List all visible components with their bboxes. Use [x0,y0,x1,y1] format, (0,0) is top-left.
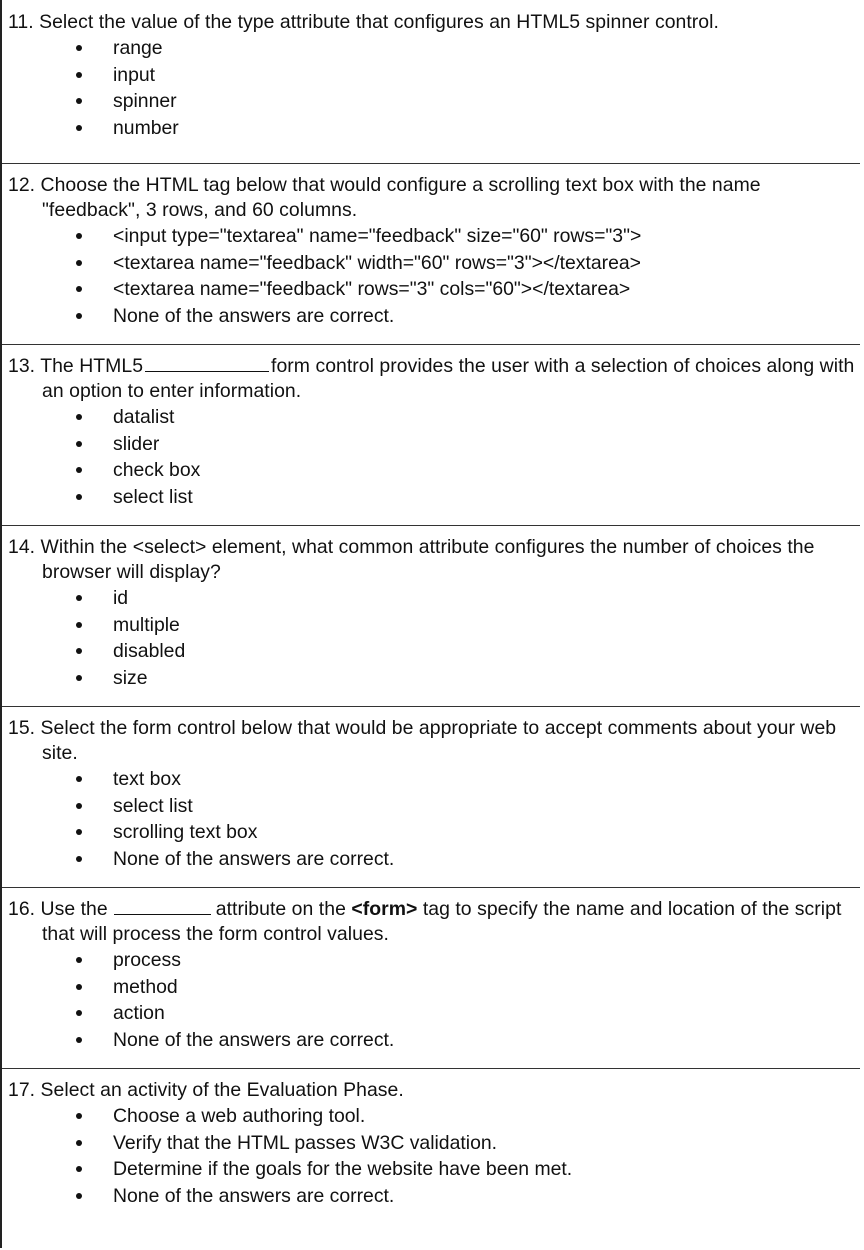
question-number: 17. [8,1079,36,1101]
question-text [2,897,860,947]
answer-options [2,404,860,510]
bullet-icon [76,233,82,239]
question-prompt-middle: attribute on the [215,898,346,920]
bullet-icon [76,286,82,292]
answer-label: None of the answers are correct. [113,1028,395,1051]
answer-options [2,766,860,872]
answer-label: spinner [113,90,177,113]
question-prompt: Select the form control below that would be appropriate to accept comments about your web site. [40,717,842,764]
question-17 [2,1068,860,1209]
answer-label: Determine if the goals for the website have been met. [113,1158,573,1181]
bullet-icon [76,803,82,809]
answer-options [2,585,860,691]
question-15 [2,706,860,872]
bullet-icon [76,829,82,835]
bullet-icon [76,776,82,782]
answer-option[interactable] [2,612,860,639]
fill-in-blank [145,355,269,372]
answer-label: select list [113,794,193,817]
bullet-icon [76,72,82,78]
answer-option[interactable] [2,974,860,1001]
question-16 [2,887,860,1053]
bullet-icon [76,313,82,319]
question-13 [2,344,860,510]
answer-label: None of the answers are correct. [113,1184,395,1207]
answer-label: scrolling text box [113,821,258,844]
answer-label: input [113,63,156,86]
answer-option[interactable] [2,819,860,846]
question-prompt: Within the <select> element, what common attribute configures the number of choices the browser will display? [40,536,820,583]
answer-label: disabled [113,640,186,663]
answer-options [2,1103,860,1209]
answer-label: size [113,666,148,689]
answer-label: <textarea name="feedback" width="60" rows="3"></textarea> [113,251,642,274]
bullet-icon [76,414,82,420]
bullet-icon [76,1010,82,1016]
question-text [2,716,860,766]
question-12 [2,163,860,329]
answer-option[interactable] [2,766,860,793]
bullet-icon [76,125,82,131]
answer-options [2,223,860,329]
answer-label: process [113,949,181,971]
answer-option[interactable] [2,846,860,873]
answer-label: None of the answers are correct. [113,847,395,870]
question-number: 13. [8,355,36,377]
answer-option[interactable] [2,1130,860,1157]
question-prompt: Select the value of the type attribute that configures an HTML5 spinner control. [39,11,719,33]
answer-option[interactable] [2,223,860,250]
answer-option[interactable] [2,404,860,431]
answer-option[interactable] [2,62,860,89]
answer-option[interactable] [2,250,860,277]
question-number: 11. [8,11,34,33]
bullet-icon [76,45,82,51]
answer-option[interactable] [2,947,860,974]
answer-option[interactable] [2,665,860,692]
question-11 [2,0,860,141]
bullet-icon [76,1166,82,1172]
question-number: 16. [8,898,36,920]
answer-option[interactable] [2,115,860,142]
question-text [2,173,860,223]
answer-label: id [113,587,129,609]
answer-option[interactable] [2,1000,860,1027]
answer-label: check box [113,459,201,482]
question-prompt-start: The HTML5 [40,355,144,377]
answer-options [2,947,860,1053]
question-text [2,1078,860,1103]
answer-option[interactable] [2,276,860,303]
bullet-icon [76,957,82,963]
question-prompt: Select an activity of the Evaluation Phase. [40,1079,404,1101]
bullet-icon [76,441,82,447]
answer-label: select list [113,485,193,508]
answer-label: <textarea name="feedback" rows="3" cols="60"></textarea> [113,278,631,301]
question-prompt-end: form control provides the user with a selection of choices along with an option to enter information. [42,355,860,402]
answer-option[interactable] [2,35,860,62]
bullet-icon [76,1113,82,1119]
question-prompt: Choose the HTML tag below that would configure a scrolling text box with the name "feedback", 3 rows, and 60 columns. [40,174,767,221]
bullet-icon [76,98,82,104]
answer-option[interactable] [2,1156,860,1183]
answer-option[interactable] [2,793,860,820]
answer-option[interactable] [2,431,860,458]
question-number: 12. [8,174,36,196]
answer-label: number [113,116,179,139]
bullet-icon [76,1140,82,1146]
bullet-icon [76,856,82,862]
answer-label: slider [113,432,160,455]
answer-option[interactable] [2,484,860,511]
question-text [2,535,860,585]
answer-label: multiple [113,613,180,636]
answer-option[interactable] [2,638,860,665]
answer-label: text box [113,768,181,790]
question-14 [2,525,860,691]
answer-option[interactable] [2,1183,860,1210]
bullet-icon [76,984,82,990]
question-number: 14. [8,536,36,558]
bullet-icon [76,1037,82,1043]
form-tag-label: <form> [351,898,418,920]
bullet-icon [76,648,82,654]
bullet-icon [76,1193,82,1199]
bullet-icon [76,595,82,601]
answer-label: datalist [113,406,175,428]
answer-option[interactable] [2,88,860,115]
answer-options [2,35,860,141]
fill-in-blank [114,898,211,915]
answer-option[interactable] [2,303,860,330]
answer-label: action [113,1002,165,1025]
bullet-icon [76,260,82,266]
bullet-icon [76,622,82,628]
answer-label: Choose a web authoring tool. [113,1105,366,1127]
bullet-icon [76,467,82,473]
question-prompt-start: Use the [40,898,108,920]
answer-label: Verify that the HTML passes W3C validation. [113,1131,498,1154]
question-text [2,354,860,404]
answer-label: range [113,37,163,59]
answer-label: None of the answers are correct. [113,304,395,327]
question-prompt-end: tag to specify the name and location of the script that will process the form control values. [42,898,847,945]
bullet-icon [76,494,82,500]
question-number: 15. [8,717,36,739]
answer-option[interactable] [2,585,860,612]
bullet-icon [76,675,82,681]
answer-label: <input type="textarea" name="feedback" size="60" rows="3"> [113,225,642,247]
answer-label: method [113,975,178,998]
question-text [2,10,860,35]
answer-option[interactable] [2,1103,860,1130]
answer-option[interactable] [2,457,860,484]
answer-option[interactable] [2,1027,860,1054]
